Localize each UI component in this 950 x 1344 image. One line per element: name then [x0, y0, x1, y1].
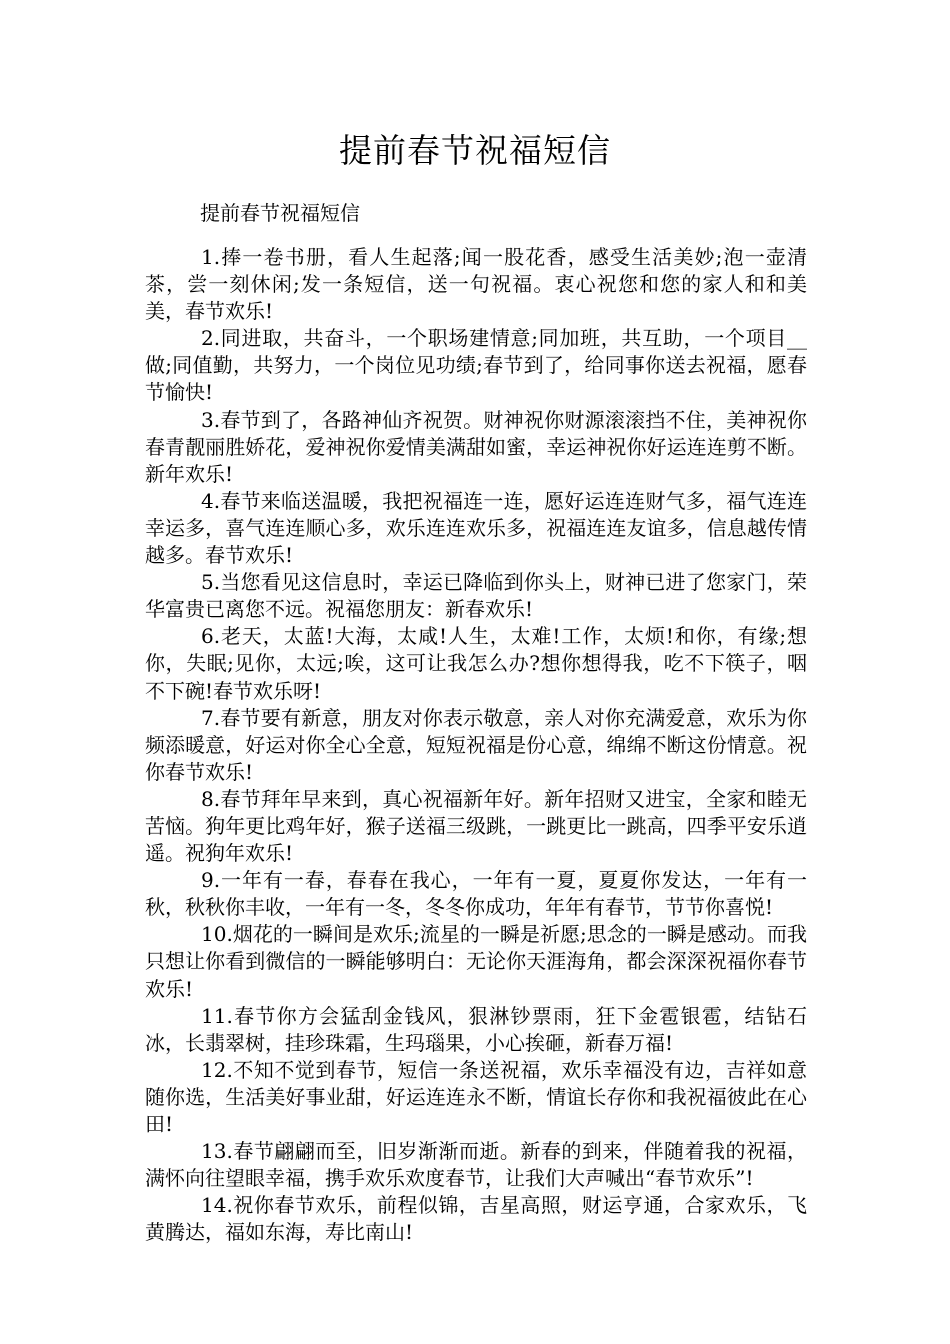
document-title: 提前春节祝福短信: [339, 131, 611, 170]
paragraph: 10.烟花的一瞬间是欢乐;流星的一瞬是祈愿;思念的一瞬是感动。而我只想让你看到微信的一瞬能够明白：无论你天涯海角，都会深深祝福你春节欢乐!: [145, 922, 807, 1001]
document-body: [145, 244, 807, 1246]
paragraph: 14.祝你春节欢乐，前程似锦，吉星高照，财运亨通，合家欢乐，飞黄腾达，福如东海，寿比南山!: [145, 1193, 807, 1245]
paragraph: 7.春节要有新意，朋友对你表示敬意，亲人对你充满爱意，欢乐为你频添暖意，好运对你全心全意，短短祝福是份心意，绵绵不断这份情意。祝你春节欢乐!: [145, 705, 807, 784]
paragraph: 13.春节翩翩而至，旧岁渐渐而逝。新春的到来，伴随着我的祝福，满怀向往望眼幸福，携手欢乐欢度春节，让我们大声喊出“春节欢乐”!: [145, 1139, 807, 1191]
paragraph: 5.当您看见这信息时，幸运已降临到你头上，财神已进了您家门，荣华富贵已离您不远。祝福您朋友：新春欢乐!: [145, 570, 807, 622]
paragraph: 1.捧一卷书册，看人生起落;闻一股花香，感受生活美妙;泡一壶清茶，尝一刻休闲;发一条短信，送一句祝福。衷心祝您和您的家人和和美美，春节欢乐!: [145, 245, 807, 324]
document-subtitle: 提前春节祝福短信: [200, 201, 360, 225]
paragraph: 11.春节你方会猛刮金钱风，狠淋钞票雨，狂下金雹银雹，结钻石冰，长翡翠树，挂珍珠霜，生玛瑙果，小心挨砸，新春万福!: [145, 1003, 807, 1055]
paragraph: 3.春节到了，各路神仙齐祝贺。财神祝你财源滚滚挡不住，美神祝你春青靓丽胜娇花，爱神祝你爱情美满甜如蜜，幸运神祝你好运连连剪不断。新年欢乐!: [145, 407, 807, 486]
paragraph: 12.不知不觉到春节，短信一条送祝福，欢乐幸福没有边，吉祥如意随你选，生活美好事业甜，好运连连永不断，情谊长存你和我祝福彼此在心田!: [145, 1057, 807, 1136]
paragraph: 4.春节来临送温暖，我把祝福连一连，愿好运连连财气多，福气连连幸运多，喜气连连顺心多，欢乐连连欢乐多，祝福连连友谊多，信息越传情越多。春节欢乐!: [145, 488, 807, 568]
paragraph: 2.同进取，共奋斗，一个职场建情意;同加班，共互助，一个项目__做;同值勤，共努力，一个岗位见功绩;春节到了，给同事你送去祝福，愿春节愉快!: [145, 326, 807, 405]
paragraph: 6.老天，太蓝!大海，太咸!人生，太难!工作，太烦!和你，有缘;想你，失眠;见你，太远;唉，这可让我怎么办?想你想得我，吃不下筷子，咽不下碗!春节欢乐呀!: [145, 624, 807, 703]
paragraph: 9.一年有一春，春春在我心，一年有一夏，夏夏你发达，一年有一秋，秋秋你丰收，一年有一冬，冬冬你成功，年年有春节，节节你喜悦!: [145, 868, 807, 920]
paragraph: 8.春节拜年早来到，真心祝福新年好。新年招财又进宝，全家和睦无苦恼。狗年更比鸡年好，猴子送福三级跳，一跳更比一跳高，四季平安乐逍遥。祝狗年欢乐!: [145, 786, 807, 866]
